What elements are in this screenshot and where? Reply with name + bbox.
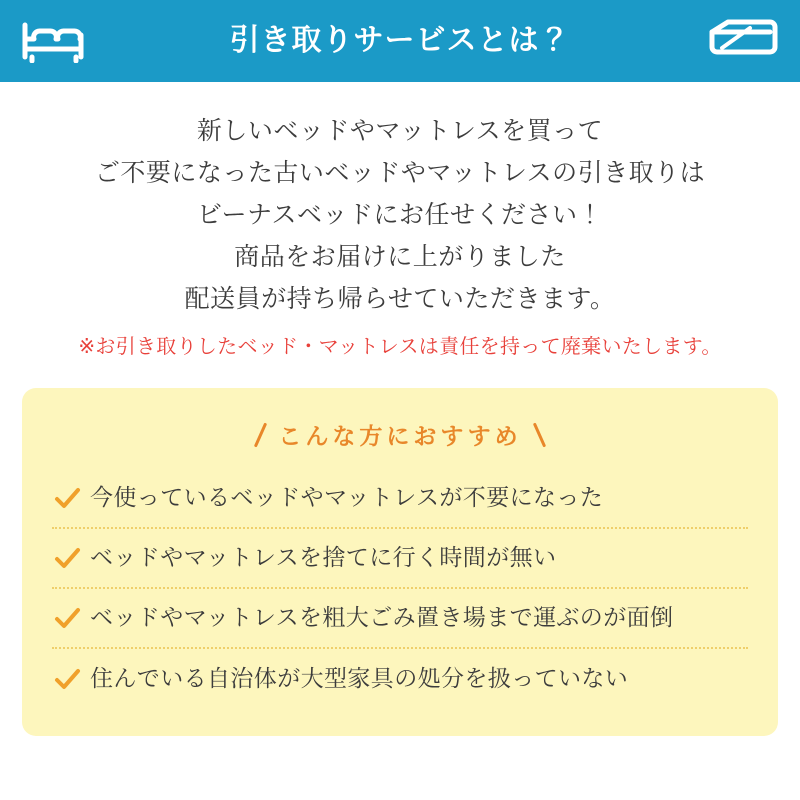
- check-icon: [52, 664, 82, 694]
- page-header: [0, 0, 800, 82]
- check-icon: [52, 603, 82, 633]
- recommend-heading: [52, 388, 748, 459]
- intro-line: ご不要になった古いベッドやマットレスの引き取りは: [94, 159, 706, 187]
- recommend-panel: [22, 388, 778, 736]
- list-item-label: ベッドやマットレスを粗大ごみ置き場まで運ぶのが面倒: [90, 604, 674, 631]
- recommend-list: [52, 469, 748, 709]
- page-title: 引き取りサービスとは？: [229, 24, 571, 57]
- bed-icon: [22, 19, 84, 63]
- intro-line: 新しいベッドやマットレスを買って: [196, 117, 604, 145]
- intro-section: [0, 82, 800, 362]
- mattress-icon: [706, 18, 778, 64]
- intro-note: ※お引き取りしたベッド・マットレスは責任を持って廃棄いたします。: [78, 336, 722, 358]
- intro-line: 配送員が持ち帰らせていただきます。: [184, 285, 616, 313]
- list-item: [52, 589, 748, 649]
- list-item: [52, 649, 748, 709]
- list-item-label: ベッドやマットレスを捨てに行く時間が無い: [90, 544, 557, 571]
- list-item: [52, 529, 748, 589]
- bottom-spacer: [0, 736, 800, 760]
- check-icon: [52, 483, 82, 513]
- intro-line: 商品をお届けに上がりました: [234, 243, 566, 271]
- recommend-heading-text: こんな方におすすめ: [278, 423, 522, 449]
- list-item-label: 住んでいる自治体が大型家具の処分を扱っていない: [90, 665, 629, 692]
- check-icon: [52, 543, 82, 573]
- list-item-label: 今使っているベッドやマットレスが不要になった: [90, 484, 604, 511]
- list-item: [52, 469, 748, 529]
- slash-right-icon: [532, 422, 545, 447]
- intro-line: ビーナスベッドにお任せください！: [196, 201, 603, 229]
- slash-left-icon: [254, 422, 267, 447]
